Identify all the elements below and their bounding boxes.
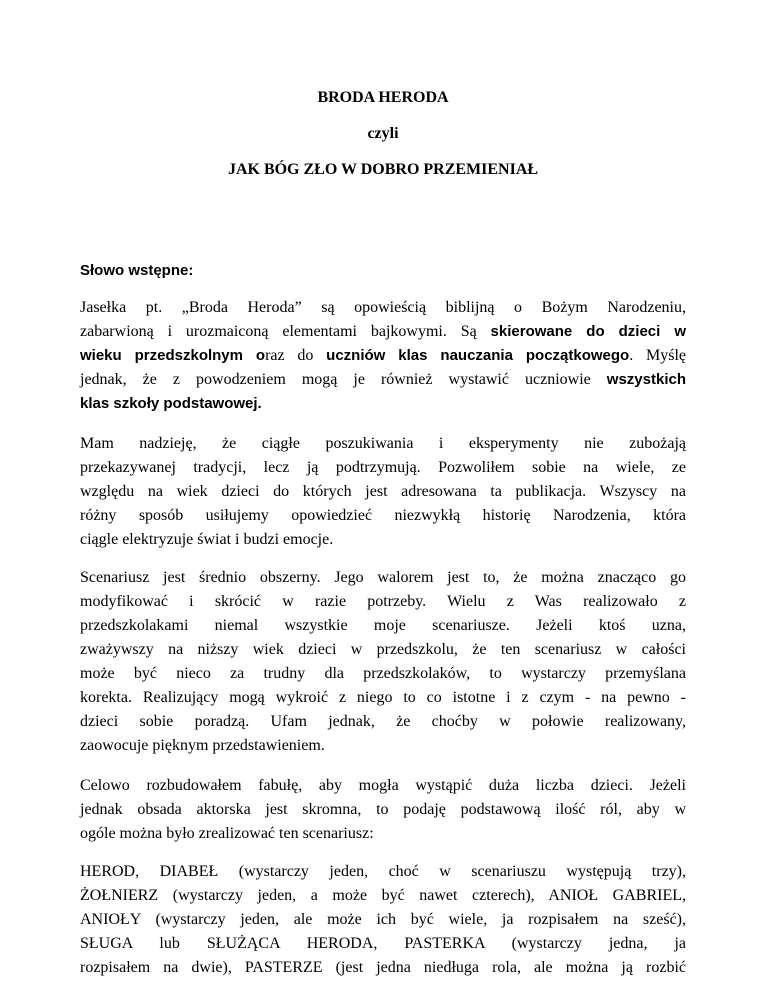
text-line: Jasełka pt. „Broda Heroda” są opowieścią biblijną o Bożym Narodzeniu,: [80, 299, 686, 316]
paragraph-scenario: [80, 566, 686, 758]
text-line: korekta. Realizujący mogą wykroić z niego to co istotne i z czym - na pewno -: [80, 689, 686, 706]
bold-text: wieku przedszkolnym o: [80, 347, 266, 364]
bold-text: klas szkoły podstawowej.: [80, 395, 262, 412]
text-line: względu na wiek dzieci do których jest adresowana ta publikacja. Wszyscy na: [80, 483, 686, 500]
text-span: . Myślę: [629, 347, 687, 364]
text-line: Scenariusz jest średnio obszerny. Jego walorem jest to, że można znacząco go: [80, 569, 686, 586]
text-span: raz do: [265, 347, 327, 364]
text-span: jednak, że z powodzeniem mogą je również wystawić uczniowie: [80, 371, 607, 388]
text-line: ŻOŁNIERZ (wystarczy jeden, a może być nawet czterech), ANIOŁ GABRIEL,: [80, 887, 686, 904]
text-line: zważywszy na niższy wiek dzieci w przedszkolu, że ten scenariusz w całości: [80, 641, 686, 658]
text-line: ANIOŁY (wystarczy jeden, ale może ich być wiele, ja rozpisałem na sześć),: [80, 911, 686, 928]
text-line: ciągle elektryzuje świat i budzi emocje.: [80, 531, 334, 548]
text-line: przedszkolakami niemal wszystkie moje scenariusze. Jeżeli ktoś uzna,: [80, 617, 686, 634]
text-line: różny sposób usiłujemy opowiedzieć niezwykłą historię Narodzenia, która: [80, 507, 686, 524]
text-line: przekazywanej tradycji, lecz ją podtrzymują. Pozwoliłem sobie na wiele, ze: [80, 459, 686, 476]
text-line: Celowo rozbudowałem fabułę, aby mogła wystąpić duża liczba dzieci. Jeżeli: [80, 777, 686, 794]
paragraph-cast: [80, 774, 686, 846]
text-line: rozpisałem na dwie), PASTERZE (jest jedna niedługa rola, ale można ją rozbić: [80, 959, 686, 976]
text-line: dzieci sobie poradzą. Ufam jednak, że choćby w połowie realizowany,: [80, 713, 686, 730]
text-line: [80, 320, 686, 344]
section-heading: Słowo wstępne:: [80, 262, 194, 279]
text-line: może być nieco za trudny dla przedszkolaków, to wystarczy przemyślana: [80, 665, 686, 682]
paragraph-roles: [80, 860, 686, 980]
text-line: [80, 344, 686, 368]
text-line: jednak obsada aktorska jest skromna, to podaję podstawową ilość ról, aby w: [80, 801, 686, 818]
bold-text: wszystkich: [606, 371, 686, 388]
bold-text: uczniów klas nauczania początkowego: [326, 347, 630, 364]
text-line: modyfikować i skrócić w razie potrzeby. Wielu z Was realizowało z: [80, 593, 686, 610]
text-line: [80, 392, 686, 416]
text-line: Mam nadzieję, że ciągłe poszukiwania i eksperymenty nie zubożają: [80, 435, 686, 452]
paragraph-intro: [80, 296, 686, 416]
title-line-3: JAK BÓG ZŁO W DOBRO PRZEMIENIAŁ: [227, 161, 539, 178]
bold-text: skierowane do dzieci w: [490, 323, 686, 340]
text-line: HEROD, DIABEŁ (wystarczy jeden, choć w scenariuszu występują trzy),: [80, 863, 686, 880]
text-line: ogóle można było zrealizować ten scenariusz:: [80, 825, 374, 842]
title-line-2: czyli: [367, 125, 399, 142]
text-span: zabarwioną i urozmaiconą elementami bajkowymi. Są: [80, 323, 491, 340]
paragraph-tradition: [80, 432, 686, 552]
text-line: SŁUGA lub SŁUŻĄCA HERODA, PASTERKA (wystarczy jedna, ja: [80, 935, 686, 952]
text-line: [80, 368, 686, 392]
title-line-1: BRODA HERODA: [317, 89, 449, 106]
text-line: zaowocuje pięknym przedstawieniem.: [80, 737, 325, 754]
